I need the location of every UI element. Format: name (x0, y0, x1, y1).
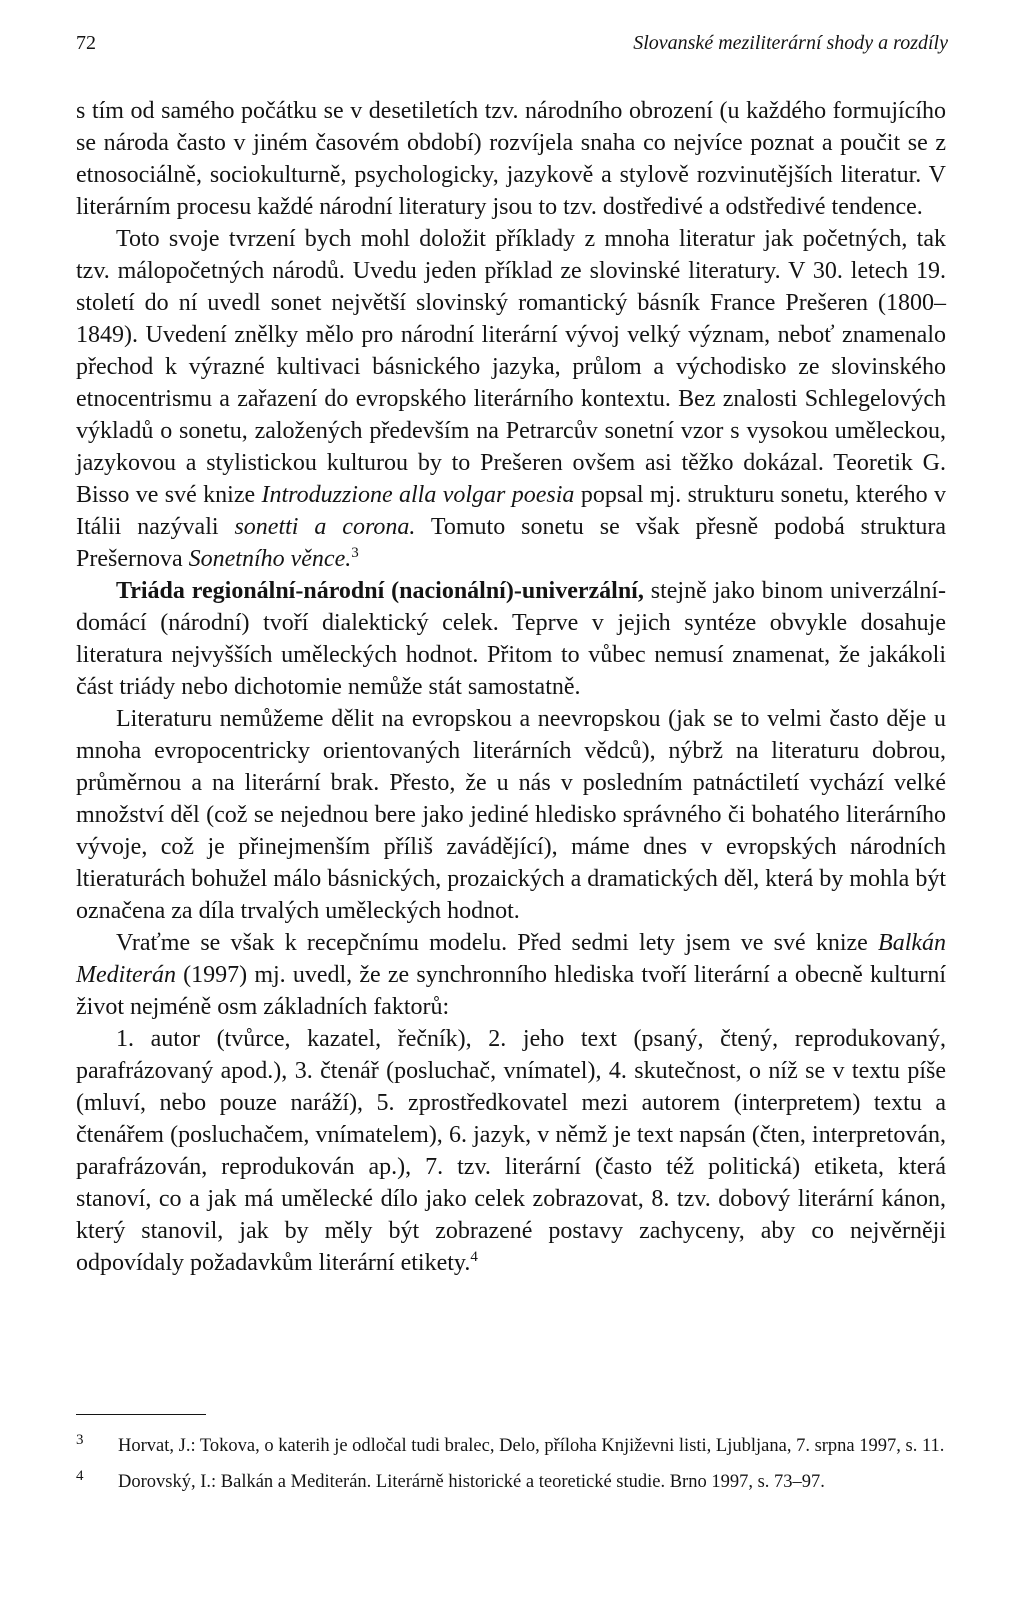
paragraph-5 (76, 927, 946, 1023)
footnote-text: Horvat, J.: Tokova, o katerih je odločal tudi bralec, Delo, příloha Književni listi, Ljubljana, 7. srpna 1997, s. 11. (118, 1436, 945, 1456)
paragraph-2 (76, 223, 946, 575)
p3-text: stejně jako binom univerzální-domácí (národní) tvoří dialektický celek. Teprve v jejich syntéze obvykle dosahuje literatura nejvyšších uměleckých hodnot. Přitom to vůbec nemusí znamenat, že jakákoli část triády nebo dichotomie nemůže stát samostatně. (76, 578, 946, 700)
italic-term: sonetti a corona. (234, 514, 416, 540)
p5-text-b: (1997) mj. uvedl, že ze synchronního hlediska tvoří literární a obecně kulturní život nejméně osm základních faktorů: (76, 962, 946, 1020)
footnote-3 (76, 1433, 946, 1459)
italic-work-title: Sonetního věnce. (188, 546, 352, 572)
footnote-number: 4 (76, 1468, 84, 1484)
footnote-number: 3 (76, 1432, 84, 1448)
paragraph-1: s tím od samého počátku se v desetiletích tzv. národního obrození (u každého formujícího se národa často v jiném časovém období) rozvíjela snaha co nejvíce poznat a poučit se z etnosociálně, sociokulturně, psychologicky, jazykově a stylově rozvinutějších literatur. V literárním procesu každé národní literatury jsou to tzv. dostředivé a odstředivé tendence. (76, 98, 946, 220)
paragraph-4: Literaturu nemůžeme dělit na evropskou a neevropskou (jak se to velmi často děje u mnoha evropocentricky orientovaných literárních vědců), nýbrž na literaturu dobrou, průměrnou a na literární brak. Přesto, že u nás v posledním patnáctiletí vychází velké množství děl (což se nejednou bere jako jediné hledisko správného či bohatého literárního vývoje, což je přinejmenším příliš zavádějící), máme dnes v evropských národních ltieraturách bohužel málo básnických, prozaických a dramatických děl, která by mohla být označena za díla trvalých uměleckých hodnot. (76, 706, 946, 924)
p2-text-b: popsal mj. strukturu sonetu, kterého v Itálii nazývali (76, 482, 947, 540)
running-title: Slovanské meziliterární shody a rozdíly (633, 32, 948, 54)
paragraph-6 (76, 1023, 946, 1279)
p5-text-a: Vraťme se však k recepčnímu modelu. Před sedmi lety jsem ve své knize (116, 930, 868, 956)
italic-book-title-2: Balkán Mediterán (76, 930, 947, 988)
footnote-ref-3[interactable]: 3 (351, 545, 359, 561)
italic-book-title: Introduzzione alla volgar poesia (261, 482, 575, 508)
p2-text-a: Toto svoje tvrzení bych mohl doložit příklady z mnoha literatur jak početných, tak tzv. málopočetných národů. Uvedu jeden příklad ze slovinské literatury. V 30. letech 19. století do ní uvedl sonet největší slovinský romantický básník France Prešeren (1800–1849). Uvedení znělky mělo pro národní literární vývoj velký význam, neboť znamenalo přechod k výrazné kultivaci básnického jazyka, průlom a východisko ze slovinského etnocentrismu a zařazení do evropského literárního kontextu. Bez znalosti Schlegelových výkladů o sonetu, založených především na Petrarcův sonetní vzor s vysokou uměleckou, jazykovou a stylistickou kulturou by to Prešeren ovšem asi těžko dokázal. Teoretik G. Bisso ve své knize (76, 226, 946, 508)
footnote-separator (76, 1414, 206, 1415)
footnote-4 (76, 1469, 946, 1495)
footnotes (76, 1433, 946, 1505)
footnote-text: Dorovský, I.: Balkán a Mediterán. Literárně historické a teoretické studie. Brno 1997, s. 73–97. (118, 1472, 825, 1492)
body-text (76, 95, 946, 1279)
footnote-ref-4[interactable]: 4 (470, 1249, 478, 1265)
bold-triad-term: Triáda regionální-národní (nacionální)-univerzální, (116, 578, 644, 604)
page-number: 72 (76, 32, 96, 54)
p6-text: 1. autor (tvůrce, kazatel, řečník), 2. jeho text (psaný, čtený, reprodukovaný, parafrázovaný apod.), 3. čtenář (posluchač, vnímatel), 4. skutečnost, o níž se v textu píše (mluví, nebo pouze naráží), 5. zprostředkovatel mezi autorem (interpretem) textu a čtenářem (posluchačem, vnímatelem), 6. jazyk, v němž je text napsán (čten, interpretován, parafrázován, reprodukován ap.), 7. tzv. literární (často též politická) etiketa, která stanoví, co a jak má umělecké dílo jako celek zobrazovat, 8. tzv. dobový literární kánon, který stanovil, jak by měly být zobrazené postavy zachyceny, aby co nejvěrněji odpovídaly požadavkům literární etikety. (76, 1026, 946, 1276)
p2-text-c: Tomuto sonetu se však přesně podobá struktura Prešernova (76, 514, 946, 572)
paragraph-3 (76, 575, 946, 703)
page-header (76, 32, 948, 62)
